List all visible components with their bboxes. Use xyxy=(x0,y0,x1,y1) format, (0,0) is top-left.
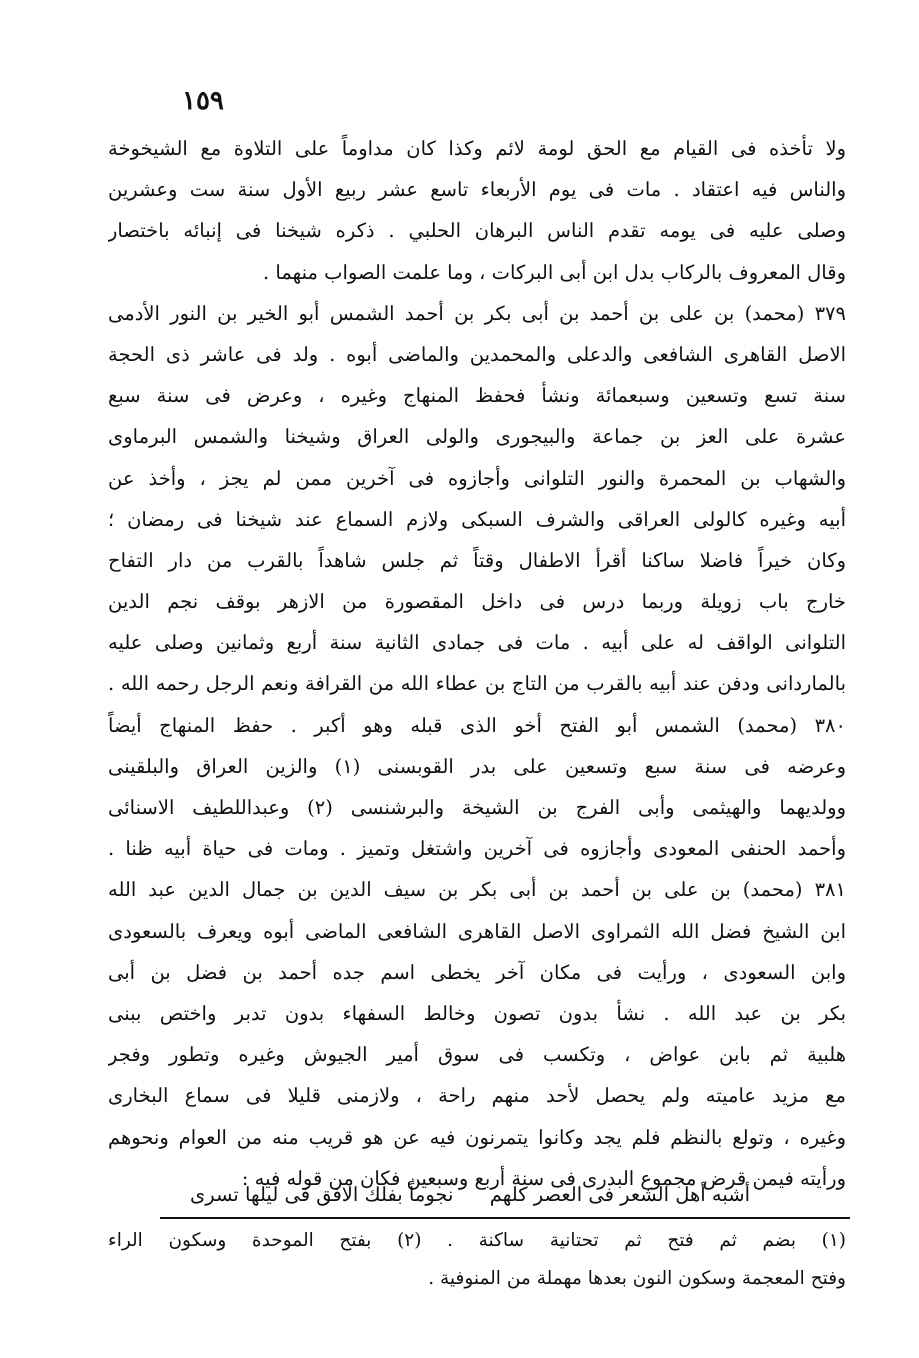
text-line: وكان خيراً فاضلا ساكنا أقرأ الاطفال وقتاً ثم جلس شاهداً بالقرب من دار التفاح xyxy=(108,548,846,572)
footnote-divider xyxy=(160,1217,850,1219)
text-line: وصلى عليه فى يومه تقدم الناس البرهان الحلبي . ذكره شيخنا فى إنبائه باختصار xyxy=(108,219,846,243)
text-line: عشرة على العز بن جماعة والبيجورى والولى العراق وشيخنا والشمس البرماوى xyxy=(108,425,846,449)
text-line: بالماردانى ودفن عند أبيه بالقرب من التاج بن عطاء الله من القرافة ونعم الرجل رحمه الله . xyxy=(108,672,846,696)
text-line: بكر بن عبد الله . نشأ بدون تصون وخالط السفهاء بدون تدبر واختص ببنى xyxy=(108,1001,846,1025)
biography-entry-380: ٣٨٠ (محمد) الشمس أبو الفتح أخو الذى قبله وهو أكبر . حفظ المنهاج أيضاً xyxy=(108,713,846,737)
text-line: هلبية ثم بابن عواض ، وتكسب فى سوق أمير الجيوش وغيره وتطور وفجر xyxy=(108,1043,846,1067)
text-line: ورأيته فيمن قرض مجموع البدرى فى سنة أربع وسبعين فكان من قوله فيه : xyxy=(241,1166,846,1190)
page-number: ١٥٩ xyxy=(182,86,224,116)
text-line: وغيره ، وتولع بالنظم فلم يجد وكانوا يتمرنون فيه عن هو قريب منه من العوام ونحوهم xyxy=(108,1125,846,1149)
verse-first-hemistich: أشبه أهل الشعر فى العصر كلهم xyxy=(489,1183,750,1206)
text-line: التلوانى الواقف له على أبيه . مات فى جمادى الثانية سنة أربع وثمانين وصلى عليه xyxy=(108,631,846,655)
biography-entry-379: ٣٧٩ (محمد) بن على بن أحمد بن أبى بكر بن أحمد الشمس أبو الخير بن النور الأدمى xyxy=(108,301,846,325)
text-line: والشهاب بن المحمرة والنور التلوانى وأجازوه فى آخرين ممن لم يجز ، وأخذ عن xyxy=(108,466,846,490)
verse-second-hemistich: نجوماً بفلك الافق فى ليلها تسرى xyxy=(190,1183,454,1206)
footnotes xyxy=(108,1222,846,1298)
text-line: وعرضه فى سنة سبع وتسعين على بدر القوبسنى (١) والزين العراق والبلقينى xyxy=(108,754,846,778)
biography-entry-381: ٣٨١ (محمد) بن على بن أحمد بن أبى بكر بن سيف الدين بن جمال الدين عبد الله xyxy=(108,878,846,902)
text-line: وابن السعودى ، ورأيت فى مكان آخر يخطى اسم جده أحمد بن فضل بن أبى xyxy=(108,960,846,984)
text-line: ولا تأخذه فى القيام مع الحق لومة لائم وكذا كان مداوماً على التلاوة مع الشيخوخة xyxy=(108,137,846,160)
text-line: وقال المعروف بالركاب بدل ابن أبى البركات ، وما علمت الصواب منهما . xyxy=(263,260,846,284)
text-line: أبيه وغيره كالولى العراقى والشرف السبكى ولازم السماع عند شيخنا فى رمضان ؛ xyxy=(108,507,846,531)
main-text xyxy=(108,128,846,1199)
footnote-line: وفتح المعجمة وسكون النون بعدها مهملة من المنوفية . xyxy=(428,1268,846,1289)
text-line: وولديهما والهيثمى وأبى الفرج بن الشيخة والبرشنسى (٢) وعبداللطيف الاسنائى xyxy=(108,796,846,819)
text-line: ابن الشيخ فضل الله الثمراوى الاصل القاهرى الشافعى الماضى أبوه ويعرف بالسعودى xyxy=(108,919,846,943)
footnote-line: (١) بضم ثم فتح ثم تحتانية ساكنة . (٢) بفتح الموحدة وسكون الراء xyxy=(108,1230,846,1251)
text-line: خارج باب زويلة وربما درس فى داخل المقصورة من الازهر بوقف نجم الدين xyxy=(108,590,846,614)
text-line: سنة تسع وتسعين وسبعمائة ونشأ فحفظ المنهاج وغيره ، وعرض فى سنة سبع xyxy=(108,384,846,408)
poetry-verse xyxy=(190,1176,750,1214)
text-line: والناس فيه اعتقاد . مات فى يوم الأربعاء تاسع عشر ربيع الأول سنة ست وعشرين xyxy=(108,178,846,202)
text-line: الاصل القاهرى الشافعى والدعلى والمحمدين والماضى أبوه . ولد فى عاشر ذى الحجة xyxy=(108,342,846,366)
text-line: وأحمد الحنفى المعودى وأجازوه فى آخرين واشتغل وتميز . ومات فى حياة أبيه ظنا . xyxy=(108,837,846,861)
text-line: مع مزيد عاميته ولم يحصل لأحد منهم راحة ، ولازمنى قليلا فى سماع البخارى xyxy=(108,1084,846,1108)
